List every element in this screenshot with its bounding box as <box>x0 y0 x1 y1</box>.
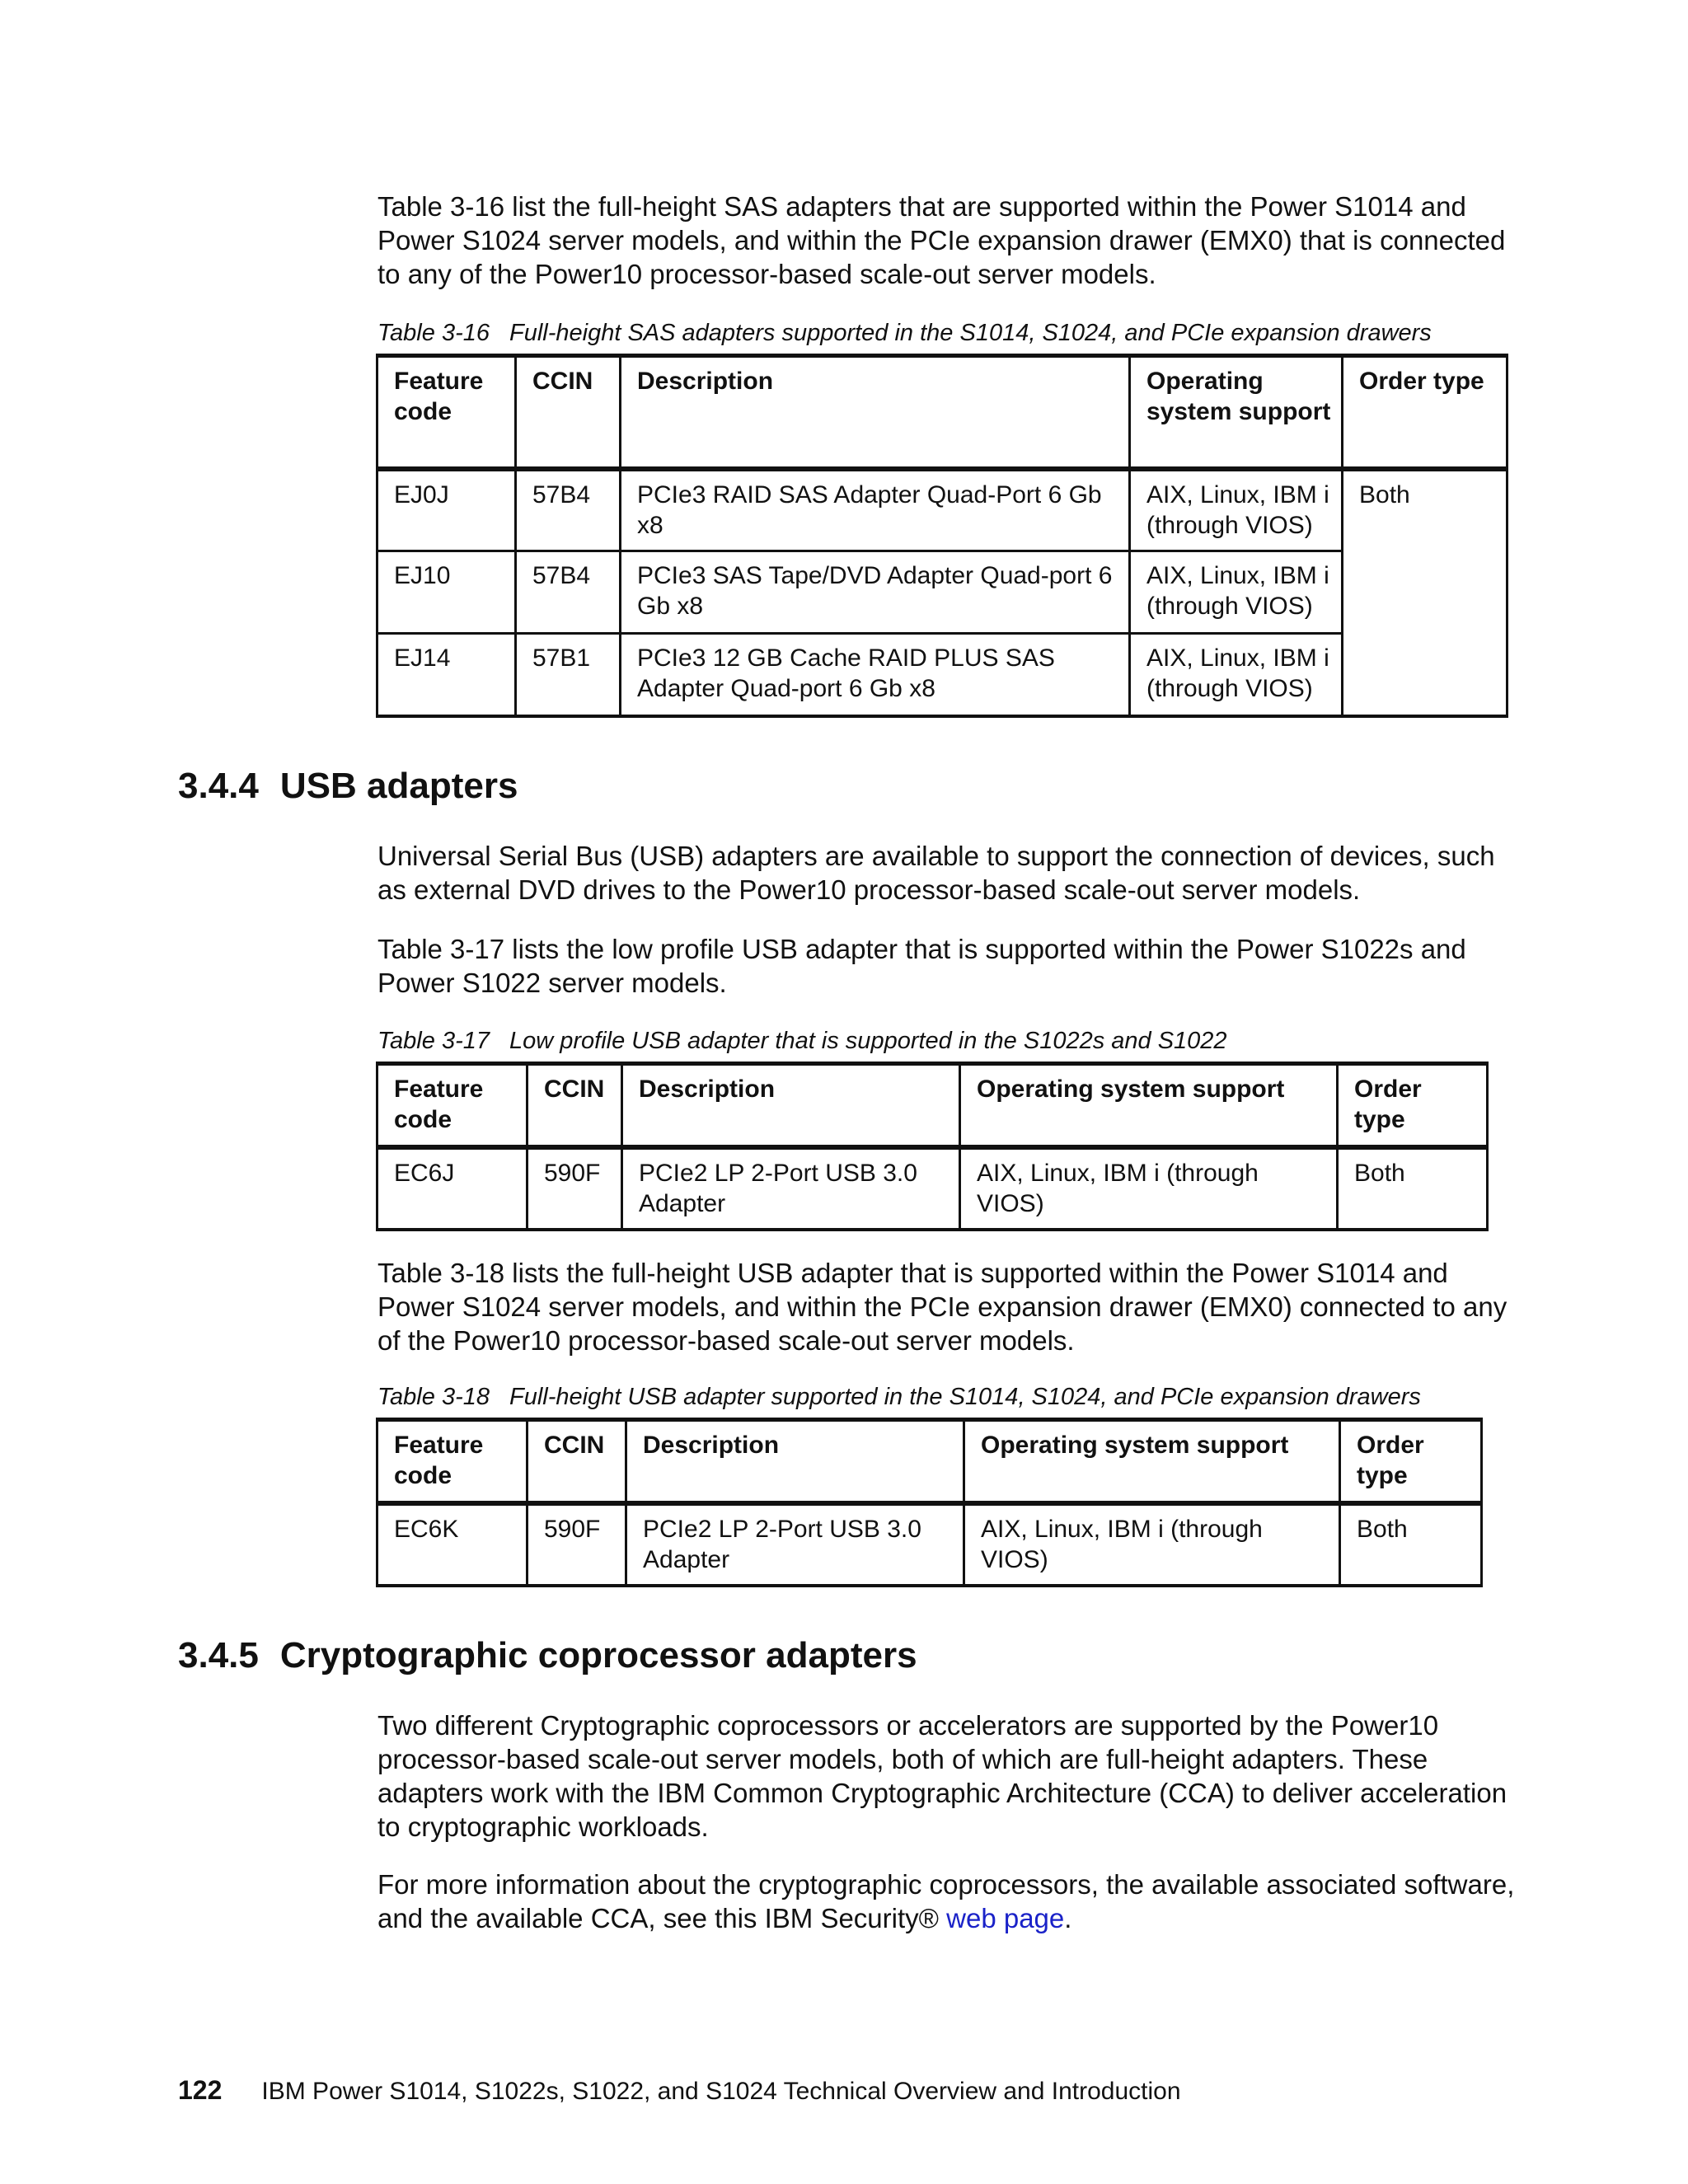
header-description: Description <box>622 1064 960 1147</box>
crypto-paragraph-2 <box>377 1868 1515 1935</box>
table-header-row <box>377 1420 1482 1503</box>
header-description: Description <box>626 1420 964 1503</box>
cell-os-support: AIX, Linux, IBM i (through VIOS) <box>960 1147 1338 1230</box>
table-3-18-caption <box>377 1382 1421 1412</box>
page-number: 122 <box>178 2075 223 2105</box>
cell-ccin: 590F <box>528 1147 622 1230</box>
header-order-type: Order type <box>1340 1420 1482 1503</box>
usb-paragraph-2: Table 3-17 lists the low profile USB adapter that is supported within the Power S1022s and Power S1022 server models. <box>377 934 1466 998</box>
crypto-paragraph-2-period: . <box>1064 1903 1072 1933</box>
crypto-paragraph-1: Two different Cryptographic coprocessors or accelerators are supported by the Power10 processor-based scale-out server models, both of which are full-height adapters. These adapters work with the IBM Common Cryptographic Architecture (CCA) to deliver acceleration to cryptographic workloads. <box>377 1710 1507 1842</box>
table-3-16 <box>376 354 1508 718</box>
header-order-type: Order type <box>1343 356 1507 469</box>
cell-order-type: Both <box>1343 469 1507 716</box>
table-row <box>377 469 1507 551</box>
table-3-16-caption-number: Table 3-16 <box>377 320 490 346</box>
header-description: Description <box>621 356 1130 469</box>
cell-ccin: 57B1 <box>516 634 621 716</box>
web-page-link[interactable]: web page <box>946 1903 1065 1933</box>
cell-feature-code: EJ10 <box>377 551 516 634</box>
table-row <box>377 634 1507 716</box>
page-footer <box>178 2075 1181 2107</box>
cell-os-support: AIX, Linux, IBM i (through VIOS) <box>1130 551 1343 634</box>
section-title: Cryptographic coprocessor adapters <box>279 1635 917 1675</box>
cell-ccin: 590F <box>528 1503 626 1586</box>
cell-order-type: Both <box>1338 1147 1488 1230</box>
cell-order-type: Both <box>1340 1503 1482 1586</box>
table-3-18-intro-paragraph: Table 3-18 lists the full-height USB adapter that is supported within the Power S1014 and Power S1024 server models, and within the PCIe expansion drawer (EMX0) connected to any of the Power10 processor-based scale-out server models. <box>377 1258 1507 1356</box>
cell-feature-code: EC6J <box>377 1147 528 1230</box>
crypto-paragraph-2-text: For more information about the cryptographic coprocessors, the available associated software, and the available CCA, see this IBM Security® <box>377 1869 1515 1933</box>
table-3-17 <box>376 1062 1489 1231</box>
section-heading-3-4-5 <box>178 1634 917 1677</box>
table-row <box>377 1503 1482 1586</box>
cell-ccin: 57B4 <box>516 469 621 551</box>
cell-description: PCIe2 LP 2-Port USB 3.0 Adapter <box>622 1147 960 1230</box>
section-number: 3.4.5 <box>178 1635 259 1675</box>
section-title: USB adapters <box>279 766 518 806</box>
table-3-17-caption-title: Low profile USB adapter that is supported in the S1022s and S1022 <box>509 1028 1227 1054</box>
header-feature-code: Feature code <box>377 356 516 469</box>
cell-os-support: AIX, Linux, IBM i (through VIOS) <box>1130 634 1343 716</box>
cell-description: PCIe3 SAS Tape/DVD Adapter Quad-port 6 Gb x8 <box>621 551 1130 634</box>
header-ccin: CCIN <box>516 356 621 469</box>
table-3-18-caption-title: Full-height USB adapter supported in the S1014, S1024, and PCIe expansion drawers <box>509 1384 1421 1410</box>
section-number: 3.4.4 <box>178 766 259 806</box>
cell-feature-code: EJ0J <box>377 469 516 551</box>
cell-feature-code: EJ14 <box>377 634 516 716</box>
header-ccin: CCIN <box>528 1064 622 1147</box>
table-header-row <box>377 1064 1488 1147</box>
table-3-17-caption-number: Table 3-17 <box>377 1028 490 1054</box>
header-order-type: Order type <box>1338 1064 1488 1147</box>
cell-description: PCIe2 LP 2-Port USB 3.0 Adapter <box>626 1503 964 1586</box>
table-3-17-caption <box>377 1026 1227 1056</box>
table-header-row <box>377 356 1507 469</box>
header-os-support: Operating system support <box>960 1064 1338 1147</box>
header-feature-code: Feature code <box>377 1420 528 1503</box>
header-os-support: Operating system support <box>1130 356 1343 469</box>
cell-ccin: 57B4 <box>516 551 621 634</box>
cell-description: PCIe3 12 GB Cache RAID PLUS SAS Adapter Quad-port 6 Gb x8 <box>621 634 1130 716</box>
section-heading-3-4-4 <box>178 765 518 808</box>
book-title: IBM Power S1014, S1022s, S1022, and S1024 Technical Overview and Introduction <box>261 2078 1181 2105</box>
table-row <box>377 551 1507 634</box>
intro-paragraph: Table 3-16 list the full-height SAS adapters that are supported within the Power S1014 and Power S1024 server models, and within the PCIe expansion drawer (EMX0) that is connected to any of the Power10 processor-based scale-out server models. <box>377 191 1506 289</box>
header-os-support: Operating system support <box>964 1420 1340 1503</box>
table-3-18 <box>376 1418 1483 1587</box>
header-ccin: CCIN <box>528 1420 626 1503</box>
header-feature-code: Feature code <box>377 1064 528 1147</box>
table-3-16-caption <box>377 318 1432 348</box>
table-row <box>377 1147 1488 1230</box>
cell-os-support: AIX, Linux, IBM i (through VIOS) <box>1130 469 1343 551</box>
usb-paragraph-1: Universal Serial Bus (USB) adapters are available to support the connection of devices, such as external DVD drives to the Power10 processor-based scale-out server models. <box>377 841 1495 905</box>
cell-description: PCIe3 RAID SAS Adapter Quad-Port 6 Gb x8 <box>621 469 1130 551</box>
table-3-18-caption-number: Table 3-18 <box>377 1384 490 1410</box>
table-3-16-caption-title: Full-height SAS adapters supported in the S1014, S1024, and PCIe expansion drawers <box>509 320 1432 346</box>
cell-feature-code: EC6K <box>377 1503 528 1586</box>
cell-os-support: AIX, Linux, IBM i (through VIOS) <box>964 1503 1340 1586</box>
